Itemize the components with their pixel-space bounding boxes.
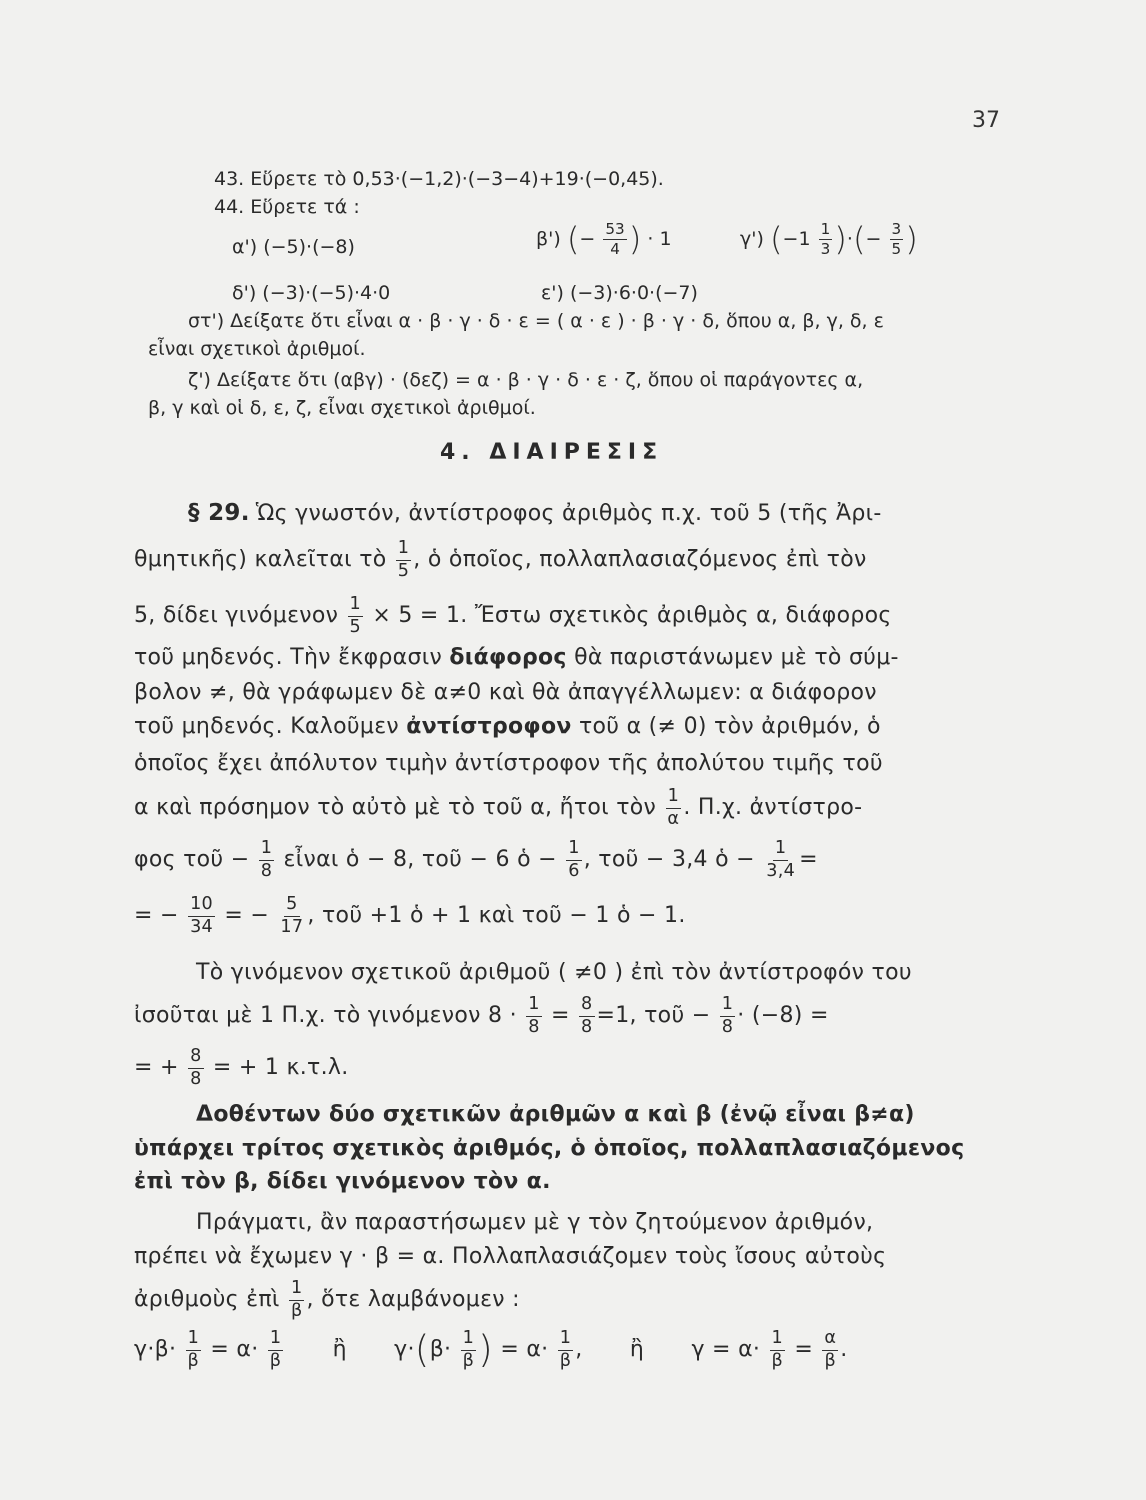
exercise-44-g: γ') (−1 $\frac{1}{3}$ )·(− $\frac{3}{5}$ ) <box>740 219 918 259</box>
section-title: 4. ΔΙΑΙΡΕΣΙΣ <box>440 440 664 465</box>
para-29-line7: ὁποῖος ἔχει ἀπόλυτον τιμὴν ἀντίστροφον τῆς ἀπολύτου τιμῆς τοῦ <box>134 751 883 776</box>
para-2-line1: Τὸ γινόμενον σχετικοῦ ἀριθμοῦ ( ≠0 ) ἐπὶ τὸν ἀντίστροφόν του <box>196 960 912 985</box>
para-29-line2: θμητικῆς) καλεῖται τὸ $\frac{1}{5}$ , ὁ ὁποῖος, πολλαπλασιαζόμενος ἐπὶ τὸν <box>134 538 867 581</box>
term-antistrofon: ἀντίστροφον <box>406 714 572 739</box>
theorem-line2: ὑπάρχει τρίτος σχετικὸς ἀριθμός, ὁ ὁποῖος, πολλαπλασιαζόμενος <box>134 1136 965 1161</box>
para-29-line5: βολον ≠, θὰ γράφωμεν δὲ α≠0 καὶ θὰ ἀπαγγέλλωμεν: α διάφορον <box>134 680 877 705</box>
para-3-line3: ἀριθμοὺς ἐπὶ $\frac{1}{\beta}$ , ὅτε λαμβάνομεν : <box>134 1278 520 1321</box>
term-diaforos: διάφορος <box>449 645 567 670</box>
theorem-line3: ἐπὶ τὸν β, δίδει γινόμενον τὸν α. <box>134 1169 551 1194</box>
paragraph-mark: § 29. <box>188 500 250 526</box>
theorem-line1: Δοθέντων δύο σχετικῶν ἀριθμῶν α καὶ β (ἐνῷ εἶναι β≠α) <box>196 1102 915 1127</box>
para-29-line4: τοῦ μηδενός. Τὴν ἔκφρασιν διάφορος θὰ παριστάνωμεν μὲ τὸ σύμ- <box>134 645 899 670</box>
exercise-44-b: β') (− $\frac{53}{4}$ ) · 1 <box>536 219 672 259</box>
para-29-line10: = − $\frac{10}{34}$ = − $\frac{5}{17}$ , τοῦ +1 ὁ + 1 καὶ τοῦ − 1 ὁ − 1. <box>134 894 686 937</box>
exercise-44-z-line2: β, γ καὶ οἱ δ, ε, ζ, εἶναι σχετικοὶ ἀριθμοί. <box>148 397 536 419</box>
exercise-44-d: δ') (−3)·(−5)·4·0 <box>232 282 391 304</box>
para-3-line1: Πράγματι, ἂν παραστήσωμεν μὲ γ τὸν ζητούμενον ἀριθμόν, <box>196 1210 874 1235</box>
para-2-line2: ἰσοῦται μὲ 1 Π.χ. τὸ γινόμενον 8 · $\frac{1}{8}$ = $\frac{8}{8}$ =1, τοῦ − $\frac{1}{8}$ · (−8) = <box>134 994 829 1037</box>
para-29-line9: φος τοῦ − $\frac{1}{8}$ εἶναι ὁ − 8, τοῦ − 6 ὁ − $\frac{1}{6}$ , τοῦ − 3,4 ὁ − $\frac{1}{3,4}$ = <box>134 838 818 881</box>
para-29-line3: 5, δίδει γινόμενον $\frac{1}{5}$ × 5 = 1. Ἔστω σχετικὸς ἀριθμὸς α, διάφορος <box>134 594 892 637</box>
exercise-44-z-line1: ζ') Δείξατε ὅτι (αβγ) · (δεζ) = α · β · γ · δ · ε · ζ, ὅπου οἱ παράγοντες α, <box>188 369 864 391</box>
para-3-line2: πρέπει νὰ ἔχωμεν γ · β = α. Πολλαπλασιάζομεν τοὺς ἴσους αὐτοὺς <box>134 1244 887 1269</box>
exercise-44-e: ε') (−3)·6·0·(−7) <box>541 282 698 304</box>
exercise-44-st-line1: στ') Δείξατε ὅτι εἶναι α · β · γ · δ · ε = ( α · ε ) · β · γ · δ, ὅπου α, β, γ, δ, ε <box>188 310 884 332</box>
para-29-line6: τοῦ μηδενός. Καλοῦμεν ἀντίστροφον τοῦ α (≠ 0) τὸν ἀριθμόν, ὁ <box>134 714 881 739</box>
para-2-line3: = + $\frac{8}{8}$ = + 1 κ.τ.λ. <box>134 1046 349 1089</box>
para-29-line8: α καὶ πρόσημον τὸ αὐτὸ μὲ τὸ τοῦ α, ἤτοι τὸν $\frac{1}{\alpha}$ . Π.χ. ἀντίστρο- <box>134 786 863 829</box>
exercise-44: 44. Εὕρετε τά : <box>214 196 360 218</box>
exercise-43: 43. Εὕρετε τὸ 0,53·(−1,2)·(−3−4)+19·(−0,45). <box>214 168 664 190</box>
exercise-44-a: α') (−5)·(−8) <box>232 236 355 258</box>
page-number: 37 <box>972 108 1000 133</box>
final-equation: γ·β· $\frac{1}{\beta}$ = α· $\frac{1}{\beta}$ ἢ γ·(β· $\frac{1}{\beta}$ ) = α· $\frac{1}{\beta}$ , ἢ γ = α· $\frac{1}{\beta}$ = $\frac{\alpha}{\beta}$ . <box>134 1327 848 1372</box>
exercise-44-st-line2: εἶναι σχετικοὶ ἀριθμοί. <box>148 338 366 360</box>
para-29-line1: § 29. Ὡς γνωστόν, ἀντίστροφος ἀριθμὸς π.χ. τοῦ 5 (τῆς Ἀρι- <box>188 500 882 526</box>
